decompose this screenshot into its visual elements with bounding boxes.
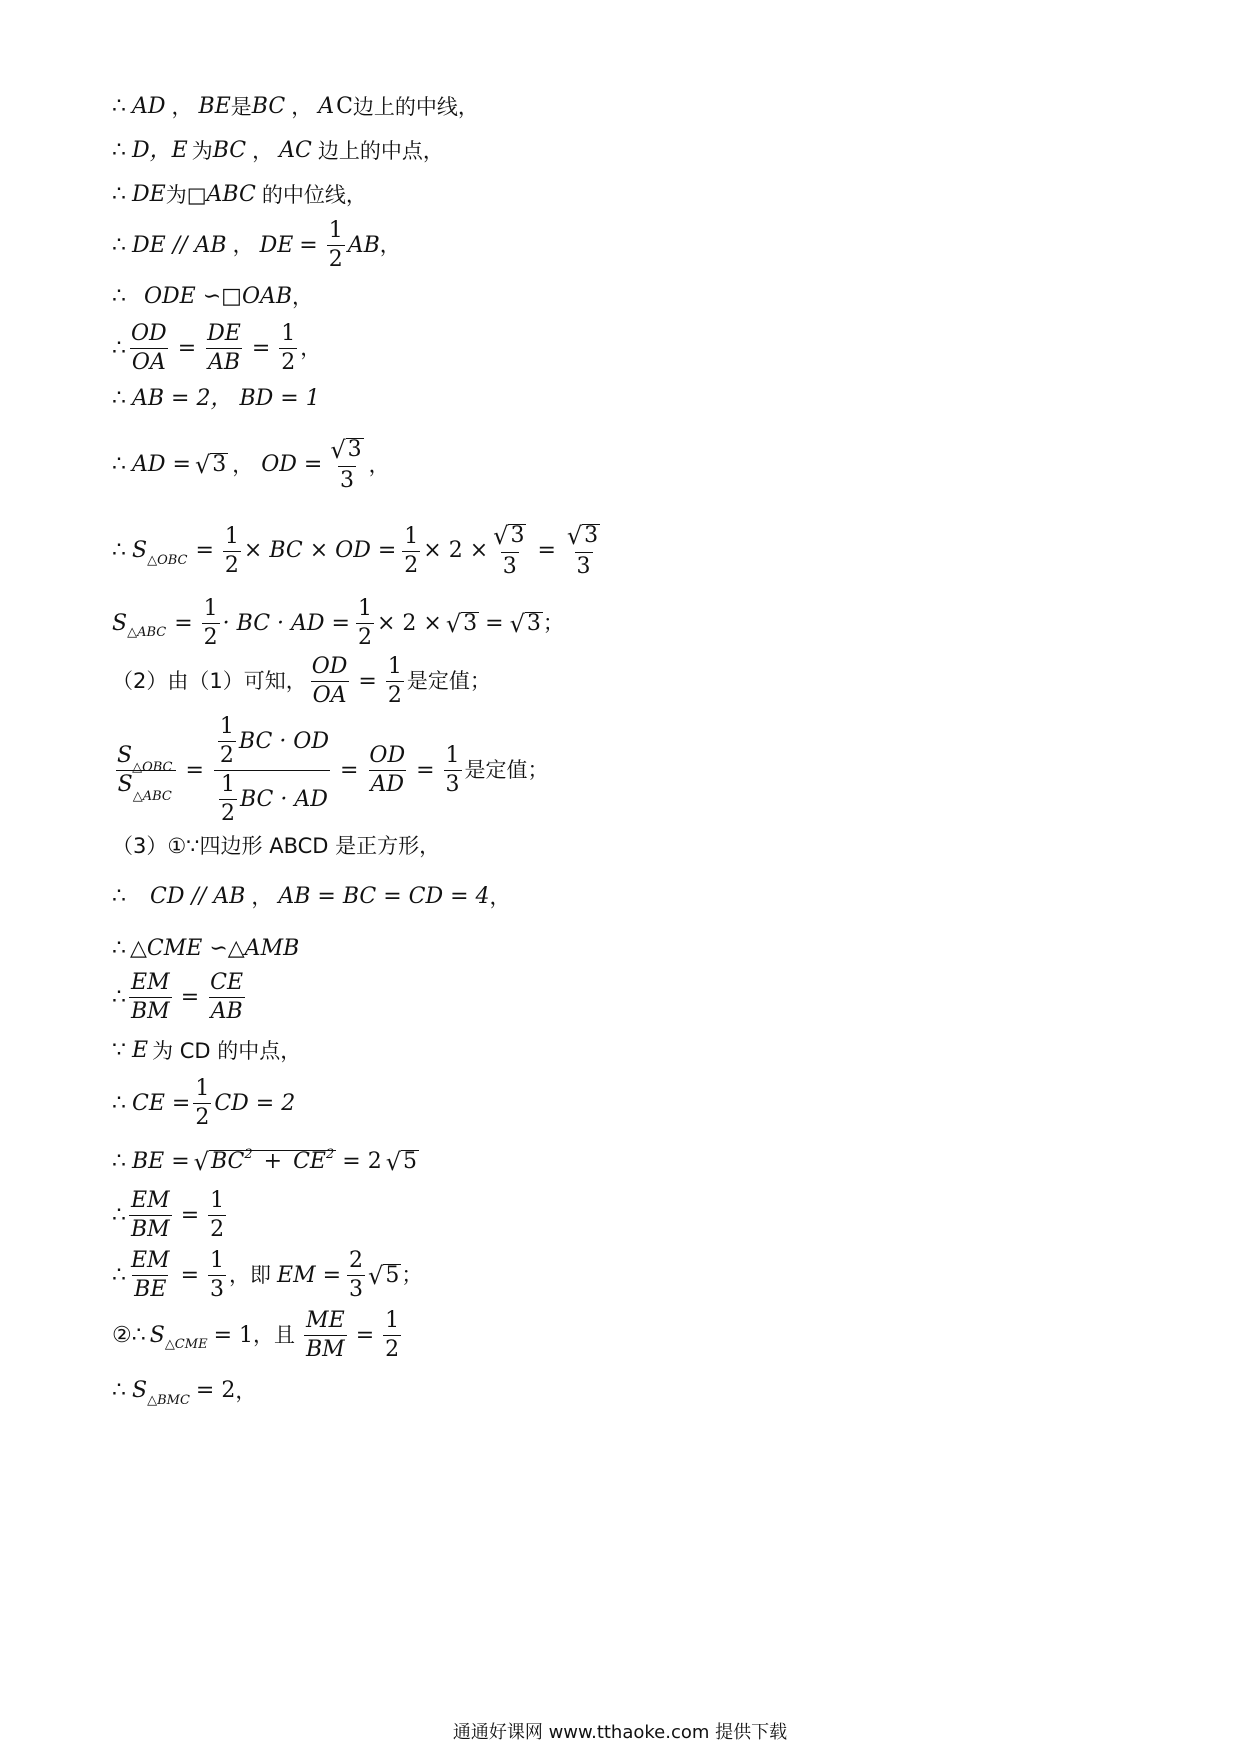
fraction-one-half <box>386 656 404 707</box>
math-ce: CE <box>293 1149 326 1174</box>
semicolon: ； <box>542 611 564 635</box>
denominator: 2 <box>219 743 234 768</box>
solution-line-8 <box>112 438 390 492</box>
solution-line-23 <box>112 1378 257 1408</box>
denominator <box>214 770 330 825</box>
numerator: OD <box>131 321 167 346</box>
radicand: 3 <box>212 452 227 477</box>
numerator: 1 <box>281 321 296 346</box>
fraction-one-third <box>444 745 462 796</box>
equals-sign: = <box>251 335 271 361</box>
comma: ， <box>368 452 390 477</box>
fraction-me-bm <box>304 1310 347 1361</box>
denominator: 3 <box>445 772 460 797</box>
therefore-symbol: ∴ <box>112 284 126 309</box>
solution-line-12 <box>112 716 549 825</box>
solution-line-3 <box>112 184 367 206</box>
numerator: 2 <box>349 1248 364 1273</box>
denominator: 2 <box>203 625 218 650</box>
text-tail: 是定值； <box>406 669 491 693</box>
text-tail: 的中位线， <box>261 182 367 207</box>
equals-sign: = <box>299 232 318 258</box>
denominator: BE <box>134 1277 167 1302</box>
because-symbol: ∵ <box>112 1038 126 1063</box>
area-symbol: S <box>132 1378 148 1403</box>
therefore-symbol: ∴ <box>112 538 126 563</box>
text-ji: ，即 <box>229 1263 272 1287</box>
radical-sign: √ <box>493 522 509 550</box>
equation-text: AB = 2， BD = 1 <box>132 386 320 411</box>
area-subscript: △OBC <box>147 552 188 568</box>
numerator: 1 <box>445 743 460 768</box>
area-symbol: S <box>132 538 148 563</box>
expression: × 2 × <box>376 610 442 636</box>
square-root <box>330 438 363 462</box>
area-subscript: △OBC <box>132 760 173 775</box>
therefore-symbol: ∴ <box>112 182 126 207</box>
math-de-parallel-ab: DE // AB <box>132 232 227 258</box>
numerator: OD <box>311 654 348 679</box>
area-subscript: △ABC <box>132 789 172 804</box>
fraction-one-half <box>327 220 345 271</box>
fraction-de-ab <box>205 323 243 374</box>
math-abc: ABC <box>206 182 256 207</box>
area-symbol: S <box>117 772 133 797</box>
denominator: OA <box>312 683 347 708</box>
numerator: OD <box>369 743 406 768</box>
radical-sign: √ <box>566 522 583 550</box>
expression: = 2 <box>342 1149 382 1174</box>
therefore-symbol: ∴ <box>112 94 126 119</box>
math-ce-eq: CE = <box>132 1090 191 1116</box>
area-subscript: △BMC <box>147 1392 190 1408</box>
fraction-one-half <box>402 523 420 578</box>
therefore-symbol: ∴ <box>112 386 126 411</box>
radicand: 5 <box>385 1262 400 1288</box>
fraction-od-ad <box>367 745 407 796</box>
numerator <box>115 743 176 775</box>
math-ab: AB <box>347 232 380 258</box>
fraction-two-thirds <box>347 1250 365 1301</box>
equals-sign: = <box>537 538 556 563</box>
numerator: 1 <box>210 1188 225 1213</box>
math-be-eq: BE = <box>132 1149 190 1174</box>
solution-line-6 <box>112 323 321 374</box>
comma: ， <box>232 233 254 257</box>
math-a: A <box>318 94 335 119</box>
area-subscript: △ABC <box>127 625 167 640</box>
comma: ， <box>171 94 193 119</box>
fraction-one-half <box>202 598 220 649</box>
numerator: EM <box>131 1248 170 1273</box>
square-root <box>509 609 543 638</box>
radicand: 3 <box>526 610 541 636</box>
square-root <box>193 1147 337 1176</box>
fraction-root3-over-3 <box>565 524 602 578</box>
radical-sign: √ <box>193 1148 209 1176</box>
fraction-em-bm <box>129 972 172 1023</box>
numerator <box>328 438 365 466</box>
solution-line-13 <box>112 836 440 857</box>
fraction-one-half <box>219 774 237 825</box>
math-bc: BC <box>210 1149 245 1174</box>
expression: = 1 <box>213 1322 253 1348</box>
page-footer: 通通好课网 www.tthaoke.com 提供下载 <box>452 1722 788 1743</box>
equals-sign: = <box>195 538 214 563</box>
expression: × BC × OD = <box>243 538 397 563</box>
comma: ， <box>291 94 313 119</box>
numerator: 1 <box>385 1308 400 1333</box>
text-wei: 为 <box>191 138 213 163</box>
numerator <box>565 524 602 552</box>
expression: = 2 <box>195 1378 236 1403</box>
fraction-em-bm <box>129 1190 172 1241</box>
part-3-intro: （3）①∵四边形 ABCD 是正方形， <box>112 834 441 858</box>
denominator: 3 <box>340 468 354 493</box>
math-d-e: D，E <box>132 138 188 163</box>
square-root <box>493 524 526 548</box>
denominator: 2 <box>385 1337 400 1362</box>
solution-line-22 <box>112 1310 404 1361</box>
numerator: 1 <box>220 772 235 797</box>
numerator: EM <box>131 970 170 995</box>
math-be: BE <box>198 94 231 119</box>
text-wei: 为 <box>165 182 187 207</box>
math-de: DE <box>132 182 166 207</box>
square-root <box>195 453 228 477</box>
denominator: 3 <box>210 1277 225 1302</box>
solution-line-7 <box>112 388 320 410</box>
numerator: EM <box>131 1188 170 1213</box>
numerator: ME <box>306 1308 345 1333</box>
area-symbol: S <box>112 610 128 636</box>
radical-sign: √ <box>509 609 525 638</box>
solution-line-14 <box>112 886 511 908</box>
comma: ， <box>300 336 322 360</box>
radical-sign: √ <box>445 609 462 638</box>
solution-line-16 <box>112 972 248 1023</box>
numerator: 1 <box>357 596 372 621</box>
therefore-symbol: ∴ <box>112 984 126 1010</box>
exponent: 2 <box>244 1147 253 1162</box>
fraction-one-half <box>383 1310 401 1361</box>
equals-sign: = <box>174 610 193 636</box>
denominator: 3 <box>576 554 591 579</box>
radicand: 3 <box>510 523 525 548</box>
denominator: OA <box>131 350 166 375</box>
denominator: 2 <box>220 801 235 826</box>
equals-sign: = <box>180 984 200 1010</box>
comma: ， <box>252 138 274 163</box>
fraction-one-half <box>193 1078 211 1129</box>
comma: ， <box>489 884 511 909</box>
denominator: 3 <box>502 554 517 579</box>
numerator: 1 <box>203 596 218 621</box>
math-cd-parallel-ab: CD // AB <box>150 884 246 909</box>
complex-fraction <box>213 716 331 825</box>
expression: BC · AD <box>239 786 328 812</box>
step-marker: ②∴ <box>112 1322 146 1348</box>
area-symbol: S <box>149 1322 165 1348</box>
math-de: DE <box>259 232 294 258</box>
radicand <box>209 1147 336 1174</box>
math-od-eq: OD = <box>261 452 323 477</box>
comma: ， <box>251 884 273 909</box>
denominator: BM <box>131 999 170 1024</box>
numerator <box>213 716 331 770</box>
solution-line-9 <box>112 524 605 578</box>
fraction-root3-over-3 <box>328 438 365 492</box>
denominator: AB <box>207 350 240 375</box>
denominator: 2 <box>404 552 419 578</box>
fraction-od-oa <box>129 323 169 374</box>
solution-line-2 <box>112 140 444 162</box>
radicand: 3 <box>463 610 478 636</box>
equals-sign: = <box>485 610 504 636</box>
equation-text: AB = BC = CD = 4 <box>278 884 490 909</box>
numerator <box>491 524 528 552</box>
denominator: 2 <box>328 247 343 272</box>
radicand: 5 <box>403 1149 418 1174</box>
denominator: AD <box>370 772 405 797</box>
solution-line-4 <box>112 220 401 271</box>
equals-sign: = <box>185 757 204 783</box>
math-c: C <box>336 94 353 119</box>
fraction-one-half <box>208 1190 226 1241</box>
therefore-symbol: ∴ <box>112 335 126 361</box>
semicolon: ； <box>401 1263 423 1287</box>
numerator: DE <box>207 321 241 346</box>
denominator: 3 <box>349 1277 364 1302</box>
part-2-intro: （2）由（1）可知， <box>112 669 307 693</box>
therefore-symbol: ∴ <box>112 1378 126 1403</box>
radical-sign: √ <box>194 451 211 479</box>
therefore-symbol: ∴ <box>112 452 126 477</box>
area-symbol: S <box>117 743 133 768</box>
text-tail: 是定值； <box>464 758 549 782</box>
numerator: 1 <box>224 523 239 549</box>
expression: BC · OD <box>238 728 329 754</box>
numerator: 1 <box>210 1248 225 1273</box>
therefore-symbol: ∴ <box>112 232 126 258</box>
therefore-symbol: ∴ <box>112 1202 126 1228</box>
denominator: BM <box>306 1337 345 1362</box>
fraction-root3-over-3 <box>491 524 528 578</box>
solution-line-1 <box>112 96 479 118</box>
text-qie: ，且 <box>253 1323 295 1347</box>
denominator: BM <box>131 1217 170 1242</box>
numerator: 1 <box>195 1076 210 1101</box>
math-em-eq: EM = <box>277 1262 342 1288</box>
area-ratio-fraction <box>115 743 176 804</box>
comma: ， <box>379 233 401 257</box>
equals-sign: = <box>180 1262 200 1288</box>
expression: CD = 2 <box>214 1090 296 1116</box>
equals-sign: = <box>339 757 359 783</box>
area-subscript: △CME <box>164 1337 208 1352</box>
denominator: AB <box>210 999 243 1024</box>
expression: · BC · AD = <box>222 610 350 636</box>
comma: ， <box>232 452 254 477</box>
math-ac: AC <box>279 138 312 163</box>
plus-sign: + <box>263 1149 283 1174</box>
radicand: 3 <box>347 437 362 462</box>
solution-line-21 <box>112 1250 422 1301</box>
therefore-symbol: ∴ <box>112 1149 126 1174</box>
denominator: 2 <box>357 625 372 650</box>
solution-line-18 <box>112 1078 295 1129</box>
radical-sign: √ <box>385 1148 402 1176</box>
equals-sign: = <box>355 1322 375 1348</box>
numerator: 1 <box>219 714 234 739</box>
text-tail: 为 CD 的中点， <box>152 1038 302 1063</box>
equals-sign: = <box>180 1202 200 1228</box>
text-shi: 是 <box>230 94 252 119</box>
solution-line-15 <box>112 938 299 960</box>
text-tail: 边上的中点， <box>317 138 444 163</box>
math-ad: AD <box>132 94 166 119</box>
comma: ， <box>292 284 314 309</box>
equals-sign: = <box>416 757 435 783</box>
numerator: CE <box>210 970 244 995</box>
solution-line-5 <box>112 286 313 308</box>
radical-sign: √ <box>330 436 346 464</box>
equals-sign: = <box>358 668 377 694</box>
similar-triangles-text: △CME ∽△AMB <box>130 936 300 961</box>
math-bc: BC <box>212 138 247 163</box>
missing-glyph-box: □ <box>186 182 207 207</box>
square-root <box>386 1150 419 1174</box>
solution-line-10 <box>112 598 564 649</box>
exponent: 2 <box>326 1147 335 1162</box>
denominator: 2 <box>195 1105 210 1130</box>
numerator: 1 <box>404 523 419 549</box>
square-root <box>368 1261 401 1290</box>
fraction-one-half <box>279 323 297 374</box>
math-bc: BC <box>251 94 286 119</box>
fraction-one-half <box>218 716 236 767</box>
therefore-symbol: ∴ <box>112 138 126 163</box>
solution-line-17 <box>112 1040 301 1062</box>
numerator: 1 <box>387 654 402 679</box>
square-root <box>445 609 479 638</box>
solution-line-11 <box>112 656 491 707</box>
solution-line-19 <box>112 1147 419 1176</box>
denominator: 2 <box>210 1217 225 1242</box>
comma: ， <box>235 1378 257 1403</box>
radical-sign: √ <box>368 1261 384 1290</box>
expression: × 2 × <box>423 538 489 563</box>
denominator: 2 <box>281 350 296 375</box>
therefore-symbol: ∴ <box>112 884 126 909</box>
solution-line-20 <box>112 1190 229 1241</box>
fraction-one-third <box>208 1250 226 1301</box>
math-e: E <box>132 1038 149 1063</box>
math-ad-eq: AD = <box>132 452 191 477</box>
denominator: 2 <box>224 552 239 578</box>
fraction-ce-ab <box>208 972 245 1023</box>
therefore-symbol: ∴ <box>112 1262 126 1288</box>
square-root <box>567 524 600 548</box>
equals-sign: = <box>177 335 197 361</box>
fraction-em-be <box>129 1250 172 1301</box>
therefore-symbol: ∴ <box>112 1090 126 1116</box>
therefore-symbol: ∴ <box>112 936 126 961</box>
fraction-one-half <box>223 523 241 578</box>
radicand: 3 <box>584 523 599 548</box>
similar-triangles-text: ODE ∽□OAB <box>144 284 293 309</box>
text-tail: 边上的中线， <box>352 94 479 119</box>
fraction-one-half <box>356 598 374 649</box>
fraction-od-oa <box>310 656 350 707</box>
numerator: 1 <box>328 218 343 243</box>
denominator: 2 <box>387 683 402 708</box>
